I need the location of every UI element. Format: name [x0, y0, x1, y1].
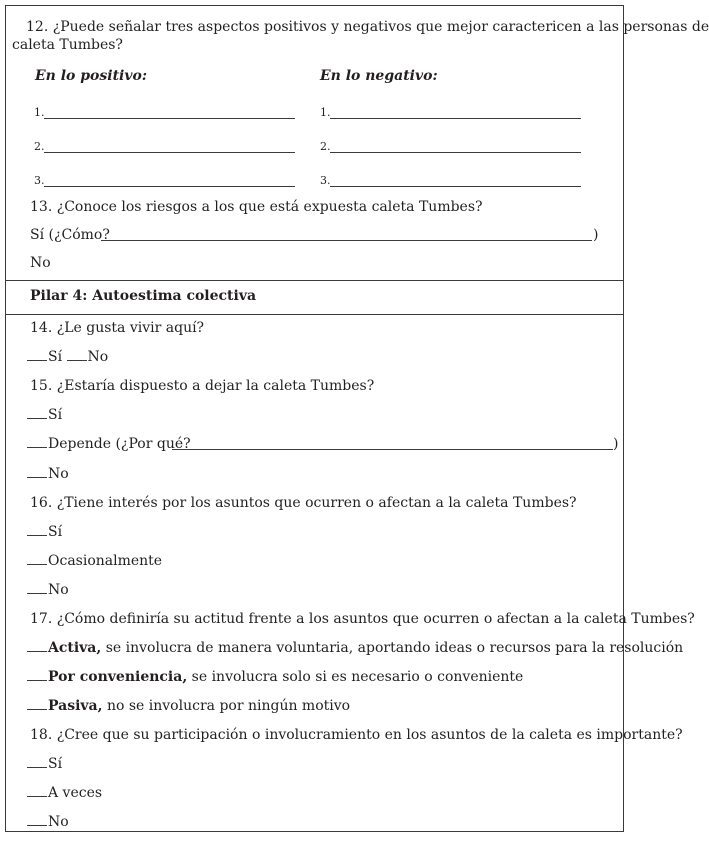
q18-option-2: A veces — [48, 785, 103, 801]
q16-option-row-3 — [27, 581, 69, 599]
q12-negative-answer-2[interactable] — [330, 152, 581, 153]
q12-positive-item-1-label: 1. — [34, 106, 45, 119]
q17-passive-desc: no se involucra por ningún motivo — [102, 698, 351, 714]
q16-option-2: Ocasionalmente — [48, 553, 163, 569]
q17-convenience-desc: se involucra solo si es necesario o conveniente — [187, 669, 524, 685]
q16-option-3: No — [48, 582, 69, 598]
q13-option-yes: Sí (¿Cómo? — [30, 227, 110, 243]
q17-passive-label: Pasiva, — [48, 698, 103, 714]
q15-no-row — [27, 465, 69, 483]
q16-option-1: Sí — [48, 524, 63, 540]
q18-option-3: No — [48, 814, 69, 830]
q12-positive-heading: En lo positivo: — [35, 68, 148, 84]
q15-depends-blank[interactable] — [27, 435, 47, 448]
q12-negative-answer-3[interactable] — [330, 186, 581, 187]
section-divider-bottom — [5, 314, 624, 315]
q15-depends-row — [27, 435, 191, 453]
q12-negative-item-1-label: 1. — [320, 106, 331, 119]
q12-negative-heading: En lo negativo: — [320, 68, 438, 84]
q15-text: 15. ¿Estaría dispuesto a dejar la caleta Tumbes? — [30, 378, 375, 394]
q13-text: 13. ¿Conoce los riesgos a los que está expuesta caleta Tumbes? — [30, 199, 483, 215]
q14-options-row — [27, 348, 108, 366]
q16-option-row-2 — [27, 552, 162, 570]
q18-blank-1[interactable] — [27, 755, 47, 768]
q14-option-no: No — [87, 349, 109, 365]
q12-text-line2: caleta Tumbes? — [12, 37, 123, 53]
q14-no-blank[interactable] — [67, 348, 87, 361]
q12-positive-item-3-label: 3. — [34, 174, 45, 187]
q12-positive-answer-1[interactable] — [44, 118, 295, 119]
q14-yes-blank[interactable] — [27, 348, 47, 361]
q18-blank-2[interactable] — [27, 784, 47, 797]
q12-text-line1: 12. ¿Puede señalar tres aspectos positivos y negativos que mejor caractericen a las personas de — [26, 19, 709, 35]
q12-negative-answer-1[interactable] — [330, 118, 581, 119]
q16-blank-3[interactable] — [27, 581, 47, 594]
q12-negative-item-3-label: 3. — [320, 174, 331, 187]
q12-positive-item-2-label: 2. — [34, 140, 45, 153]
q17-option-active-row — [27, 639, 683, 657]
q15-no-blank[interactable] — [27, 465, 47, 478]
q18-text: 18. ¿Cree que su participación o involucramiento en los asuntos de la caleta es importante? — [30, 727, 683, 743]
q16-option-row-1 — [27, 523, 62, 541]
q15-option-depends: Depende (¿Por qué? — [48, 436, 191, 452]
q17-passive-blank[interactable] — [27, 697, 47, 710]
q12-positive-answer-3[interactable] — [44, 186, 295, 187]
q15-why-answer-line[interactable] — [172, 449, 613, 450]
q15-close-paren: ) — [613, 436, 619, 452]
q17-active-label: Activa, — [48, 640, 102, 656]
q15-yes-blank[interactable] — [27, 406, 47, 419]
section-title: Pilar 4: Autoestima colectiva — [30, 288, 257, 304]
q18-option-row-3 — [27, 813, 69, 831]
q17-convenience-label: Por conveniencia, — [48, 669, 188, 685]
q17-option-passive-row — [27, 697, 350, 715]
q18-option-row-1 — [27, 755, 62, 773]
q13-option-no[interactable]: No — [30, 255, 51, 271]
q13-how-answer-line[interactable] — [101, 240, 592, 241]
q12-positive-answer-2[interactable] — [44, 152, 295, 153]
q18-blank-3[interactable] — [27, 813, 47, 826]
q17-active-desc: se involucra de manera voluntaria, aportando ideas o recursos para la resolución — [101, 640, 684, 656]
q17-active-blank[interactable] — [27, 639, 47, 652]
q16-blank-1[interactable] — [27, 523, 47, 536]
q15-yes-row — [27, 406, 62, 424]
section-divider-top — [5, 280, 624, 281]
q18-option-row-2 — [27, 784, 102, 802]
q12-negative-item-2-label: 2. — [320, 140, 331, 153]
q18-option-1: Sí — [48, 756, 63, 772]
q15-option-yes: Sí — [48, 407, 63, 423]
q16-text: 16. ¿Tiene interés por los asuntos que ocurren o afectan a la caleta Tumbes? — [30, 495, 577, 511]
q17-convenience-blank[interactable] — [27, 668, 47, 681]
q15-option-no: No — [48, 466, 69, 482]
q17-option-convenience-row — [27, 668, 523, 686]
q16-blank-2[interactable] — [27, 552, 47, 565]
q13-close-paren: ) — [593, 227, 599, 243]
q17-text: 17. ¿Cómo definiría su actitud frente a los asuntos que ocurren o afectan a la caleta Tumbes? — [30, 611, 695, 627]
q14-option-yes: Sí — [48, 349, 63, 365]
q14-text: 14. ¿Le gusta vivir aquí? — [30, 320, 205, 336]
